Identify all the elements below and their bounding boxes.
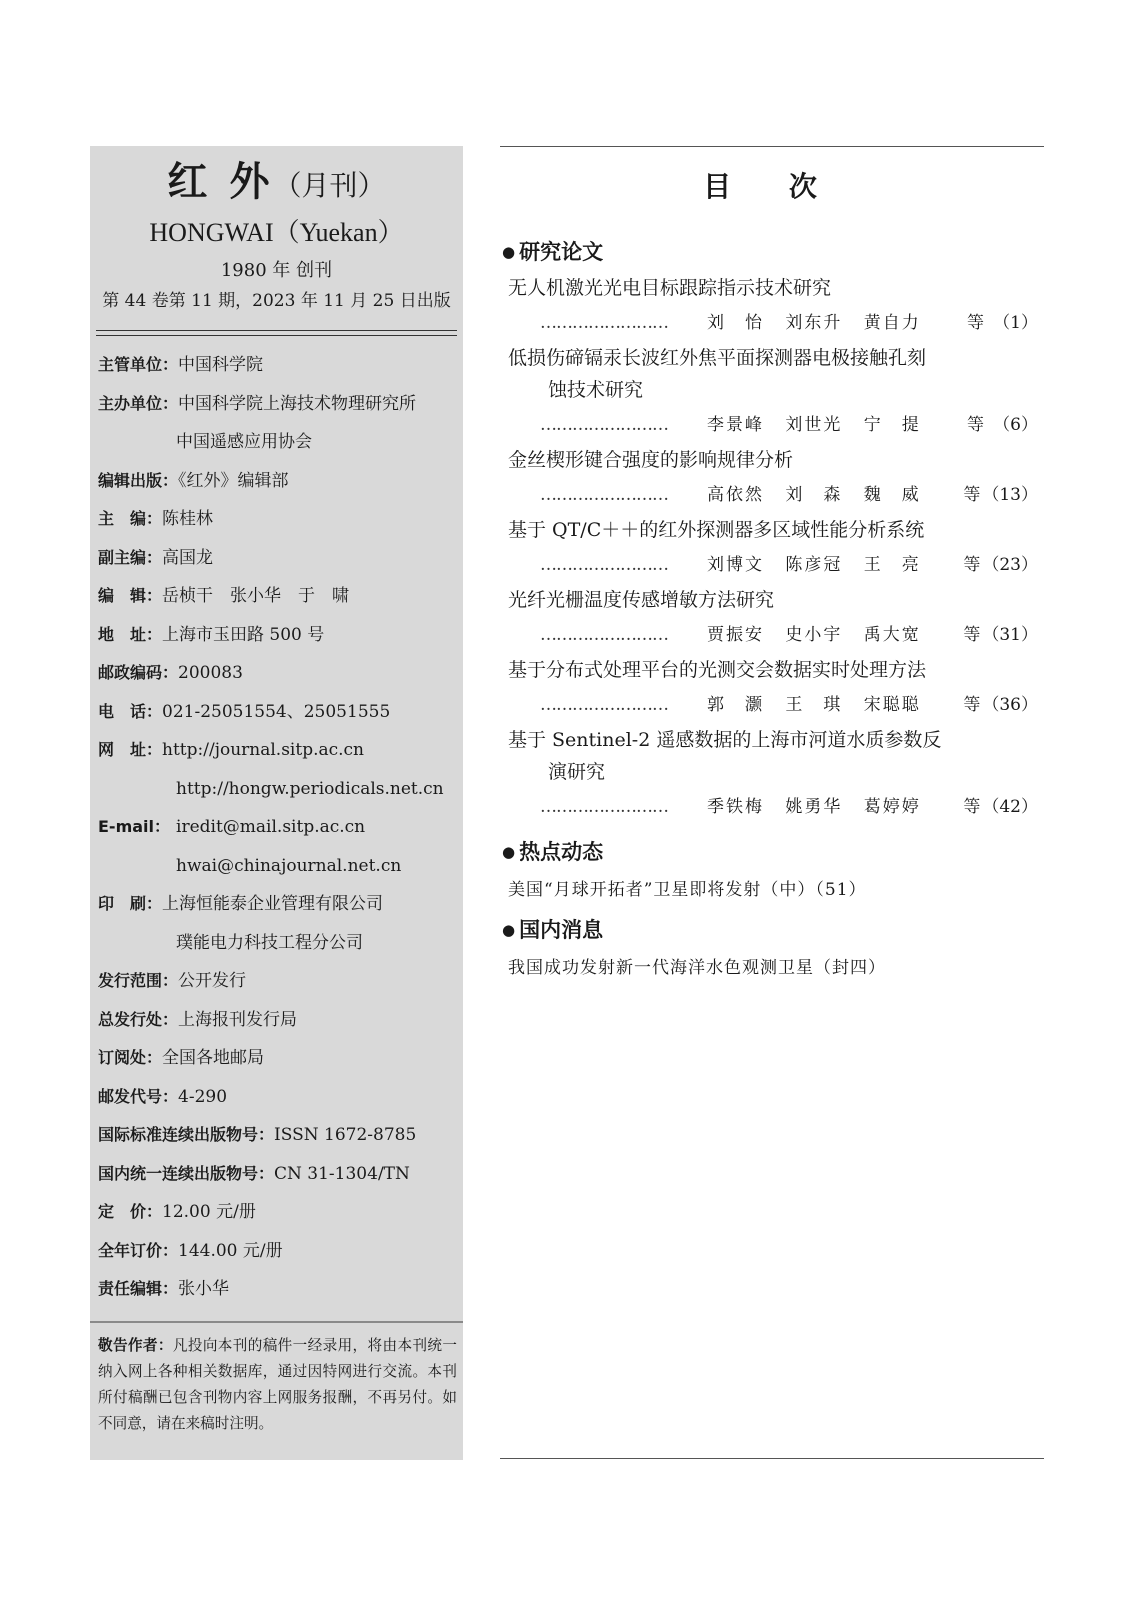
et-al-label: 等	[963, 485, 983, 505]
journal-english-title: HONGWAI（Yuekan）	[149, 218, 404, 247]
notice-divider	[90, 1321, 463, 1323]
info-label: 编辑出版：	[98, 470, 179, 490]
toc-bottom-rule	[500, 1458, 1044, 1459]
article-title-line: 无人机激光光电目标跟踪指示技术研究	[508, 277, 832, 299]
info-value: 021-25051554、25051555	[162, 701, 391, 722]
info-value: ISSN 1672-8785	[274, 1125, 417, 1145]
info-row-postal-code	[98, 1078, 463, 1117]
info-label: E-mail：	[98, 817, 171, 836]
info-label: 全年订价：	[98, 1240, 179, 1260]
info-label: 副主编：	[98, 547, 163, 567]
info-row-chief-editor	[98, 500, 463, 539]
info-label: 发行范围：	[98, 971, 179, 990]
bullet-icon: ●	[502, 243, 516, 261]
info-value: 上海恒能泰企业管理有限公司	[162, 894, 384, 914]
info-value: 岳桢干 张小华 于 啸	[162, 586, 350, 606]
article-list	[506, 272, 1038, 826]
info-row-phone	[98, 693, 463, 732]
et-al-label: 等	[963, 625, 983, 645]
journal-title-text: 红 外	[167, 158, 274, 205]
article-title-line: 基于分布式处理平台的光测交会数据实时处理方法	[508, 659, 927, 681]
toc-entry[interactable]	[506, 514, 1038, 584]
info-value: 中国科学院	[178, 355, 264, 375]
info-value: 上海报刊发行局	[178, 1009, 298, 1030]
info-label: 电 话：	[98, 701, 163, 721]
info-value: 12.00 元/册	[162, 1202, 256, 1222]
info-row-email	[98, 808, 463, 847]
info-label: 国内统一连续出版物号：	[98, 1163, 275, 1183]
info-value: 上海市玉田路 500 号	[162, 624, 325, 645]
section-heading-domestic	[502, 910, 1038, 950]
founded-year: 1980 年 创刊	[220, 260, 333, 281]
article-byline	[506, 546, 1038, 584]
article-page-number: （31）	[982, 625, 1038, 645]
website-link-2[interactable]: http://hongw.periodicals.net.cn	[176, 778, 444, 799]
info-value: 全国各地邮局	[162, 1048, 265, 1068]
toc-entry[interactable]	[506, 724, 1038, 826]
article-title-line: 基于 Sentinel-2 遥感数据的上海市河道水质参数反	[508, 729, 942, 751]
article-title[interactable]	[506, 272, 1038, 304]
info-label: 总发行处：	[98, 1009, 179, 1029]
info-label: 网 址：	[98, 740, 163, 759]
info-value: CN 31-1304/TN	[274, 1163, 410, 1184]
section-label: 热点动态	[519, 840, 604, 864]
info-label: 主管单位：	[98, 355, 179, 374]
leader-dots: ……………………	[540, 415, 668, 435]
leader-dots: ……………………	[540, 797, 668, 817]
article-authors: 贾振安 史小宇 禹大宽	[707, 625, 921, 645]
leader-dots: ……………………	[540, 695, 668, 715]
article-byline	[506, 304, 1038, 342]
info-value: 144.00 元/册	[178, 1240, 283, 1261]
info-label: 邮政编码：	[98, 663, 179, 682]
article-page-number: （6）	[993, 415, 1038, 435]
info-value: 《红外》编辑部	[178, 470, 289, 491]
et-al-label: 等	[967, 313, 986, 333]
article-authors: 李景峰 刘世光 宁 提	[707, 415, 921, 435]
leader-dots: ……………………	[540, 313, 668, 333]
section-heading-hot	[502, 832, 1038, 872]
info-row-editors	[98, 577, 463, 616]
article-authors: 季铁梅 姚勇华 葛婷婷	[707, 797, 921, 817]
article-byline	[506, 406, 1038, 444]
info-value: 陈桂林	[162, 509, 214, 529]
double-divider	[96, 330, 457, 336]
article-title[interactable]	[506, 444, 1038, 476]
article-page-number: （36）	[982, 695, 1038, 715]
article-byline	[506, 616, 1038, 654]
info-row-price	[98, 1193, 463, 1232]
leader-dots: ……………………	[540, 555, 668, 575]
author-notice	[98, 1333, 457, 1437]
info-row-general-distributor	[98, 1001, 463, 1040]
section-label: 研究论文	[519, 240, 604, 264]
info-row-printer-2: 璞能电力科技工程分公司	[176, 932, 363, 953]
article-title-continuation: 演研究	[548, 761, 606, 783]
toc-entry-domestic-news[interactable]: 我国成功发射新一代海洋水色观测卫星（封四）	[508, 958, 886, 978]
info-row-website	[98, 731, 463, 770]
info-row-address	[98, 616, 463, 655]
info-label: 印 刷：	[98, 894, 163, 913]
notice-label: 敬告作者：	[98, 1337, 173, 1354]
website-link-1[interactable]: http://journal.sitp.ac.cn	[162, 740, 365, 760]
leader-dots: ……………………	[540, 485, 668, 505]
email-link-1[interactable]: iredit@mail.sitp.ac.cn	[176, 817, 366, 837]
article-authors: 郭 灏 王 琪 宋聪聪	[707, 695, 921, 715]
notice-text: 凡投向本刊的稿件一经录用，将由本刊统一纳入网上各种相关数据库，通过因特网进行交流。本刊所付稿酬已包含刊物内容上网服务报酬，不再另付。如不同意，请在来稿时注明。	[98, 1337, 457, 1432]
bullet-icon: ●	[502, 921, 516, 939]
toc-entry[interactable]	[506, 654, 1038, 724]
leader-dots: ……………………	[540, 625, 668, 645]
info-label: 定 价：	[98, 1202, 163, 1221]
article-title-continuation: 蚀技术研究	[548, 379, 644, 401]
info-value: 公开发行	[178, 971, 247, 991]
article-page-number: （42）	[982, 797, 1038, 817]
article-byline	[506, 788, 1038, 826]
info-row-printer	[98, 885, 463, 924]
article-page-number: （13）	[982, 485, 1038, 505]
email-link-2[interactable]: hwai@chinajournal.net.cn	[176, 855, 402, 876]
info-label: 责任编辑：	[98, 1279, 179, 1298]
info-row-annual-price	[98, 1232, 463, 1271]
article-title-line: 金丝楔形键合强度的影响规律分析	[508, 449, 794, 471]
info-label: 国际标准连续出版物号：	[98, 1125, 275, 1144]
toc-top-rule	[500, 146, 1044, 147]
article-title-line: 基于 QT/C＋＋的红外探测器多区域性能分析系统	[508, 519, 925, 541]
article-byline	[506, 476, 1038, 514]
article-page-number: （1）	[993, 313, 1038, 333]
info-label: 邮发代号：	[98, 1086, 179, 1106]
article-title[interactable]	[506, 584, 1038, 616]
toc-entry-hot-news[interactable]: 美国“月球开拓者”卫星即将发射（中）（51）	[508, 880, 867, 900]
article-byline	[506, 686, 1038, 724]
info-row-publisher	[98, 462, 463, 501]
section-label: 国内消息	[519, 918, 604, 942]
toc-entry[interactable]	[506, 584, 1038, 654]
toc-entry[interactable]	[506, 342, 1038, 444]
article-title-line: 低损伤碲镉汞长波红外焦平面探测器电极接触孔刻	[508, 347, 927, 369]
masthead-panel	[90, 146, 463, 1460]
article-authors: 刘 怡 刘东升 黄自力	[707, 313, 921, 333]
info-row-responsible-editor	[98, 1270, 463, 1309]
article-page-number: （23）	[982, 555, 1038, 575]
toc-title: 目 次	[703, 170, 841, 203]
article-title[interactable]	[506, 724, 1038, 788]
info-row-issn	[98, 1116, 463, 1155]
info-label: 订阅处：	[98, 1048, 163, 1067]
article-authors: 高依然 刘 森 魏 威	[707, 485, 921, 505]
info-row-supervisor	[98, 346, 463, 385]
masthead	[90, 156, 463, 316]
article-title[interactable]	[506, 514, 1038, 546]
article-authors: 刘博文 陈彦冠 王 亮	[707, 555, 921, 575]
info-row-cn	[98, 1155, 463, 1194]
publication-info	[90, 346, 463, 1309]
journal-frequency: （月刊）	[273, 169, 386, 202]
info-label: 主办单位：	[98, 393, 179, 413]
info-row-postcode	[98, 654, 463, 693]
article-title[interactable]	[506, 342, 1038, 406]
table-of-contents	[502, 232, 1038, 988]
info-row-sponsor	[98, 385, 463, 424]
info-row-deputy-editor	[98, 539, 463, 578]
info-label: 主 编：	[98, 509, 163, 528]
section-heading-research	[502, 232, 1038, 272]
issue-info: 第 44 卷第 11 期，2023 年 11 月 25 日出版	[102, 291, 451, 311]
article-title[interactable]	[506, 654, 1038, 686]
journal-title	[90, 156, 463, 212]
info-row-subscription	[98, 1039, 463, 1078]
bullet-icon: ●	[502, 843, 516, 861]
article-title-line: 光纤光栅温度传感增敏方法研究	[508, 589, 775, 611]
info-value: 高国龙	[162, 547, 214, 568]
toc-entry[interactable]	[506, 272, 1038, 342]
info-row-sponsor-2: 中国遥感应用协会	[176, 432, 312, 452]
info-value: 张小华	[178, 1279, 230, 1299]
info-value: 4-290	[178, 1086, 228, 1107]
et-al-label: 等	[963, 797, 983, 817]
info-row-distribution	[98, 962, 463, 1001]
info-value: 200083	[178, 663, 243, 683]
info-label: 编 辑：	[98, 586, 163, 605]
info-value: 中国科学院上海技术物理研究所	[178, 393, 417, 414]
et-al-label: 等	[963, 695, 983, 715]
toc-entry[interactable]	[506, 444, 1038, 514]
et-al-label: 等	[967, 415, 986, 435]
et-al-label: 等	[963, 555, 983, 575]
info-label: 地 址：	[98, 624, 163, 644]
